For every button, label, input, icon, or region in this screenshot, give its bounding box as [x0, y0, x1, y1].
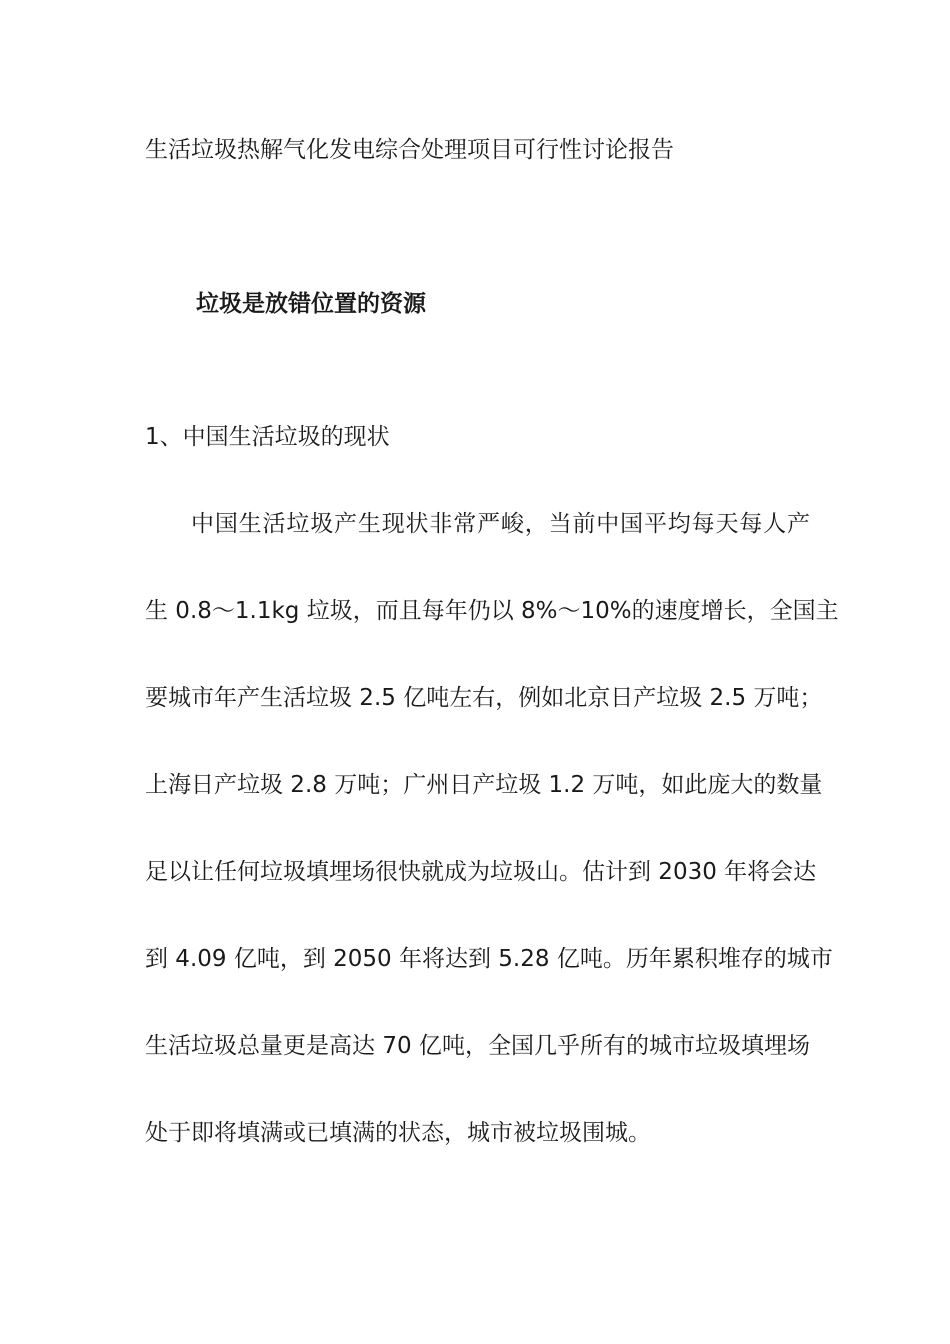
- paragraph-line: 要城市年产生活垃圾 2.5 亿吨左右，例如北京日产垃圾 2.5 万吨；: [145, 685, 823, 711]
- paragraph-line: 到 4.09 亿吨，到 2050 年将达到 5.28 亿吨。历年累积堆存的城市: [145, 946, 833, 972]
- paragraph-line: 上海日产垃圾 2.8 万吨；广州日产垃圾 1.2 万吨，如此庞大的数量: [145, 772, 823, 798]
- paragraph-line: 处于即将填满或已填满的状态，城市被垃圾围城。: [145, 1120, 651, 1146]
- document-title: 生活垃圾热解气化发电综合处理项目可行性讨论报告: [145, 137, 674, 163]
- paragraph-line: 生 0.8～1.1kg 垃圾，而且每年仍以 8%～10%的速度增长，全国主: [145, 598, 839, 624]
- section-heading: 垃圾是放错位置的资源: [196, 291, 426, 317]
- paragraph-line: 中国生活垃圾产生现状非常严峻，当前中国平均每天每人产: [191, 511, 810, 537]
- body-paragraph: [145, 508, 839, 1204]
- subsection-heading: 1、中国生活垃圾的现状: [145, 424, 390, 450]
- paragraph-line: 生活垃圾总量更是高达 70 亿吨，全国几乎所有的城市垃圾填埋场: [145, 1033, 810, 1059]
- paragraph-line: 足以让任何垃圾填埋场很快就成为垃圾山。估计到 2030 年将会达: [145, 859, 817, 885]
